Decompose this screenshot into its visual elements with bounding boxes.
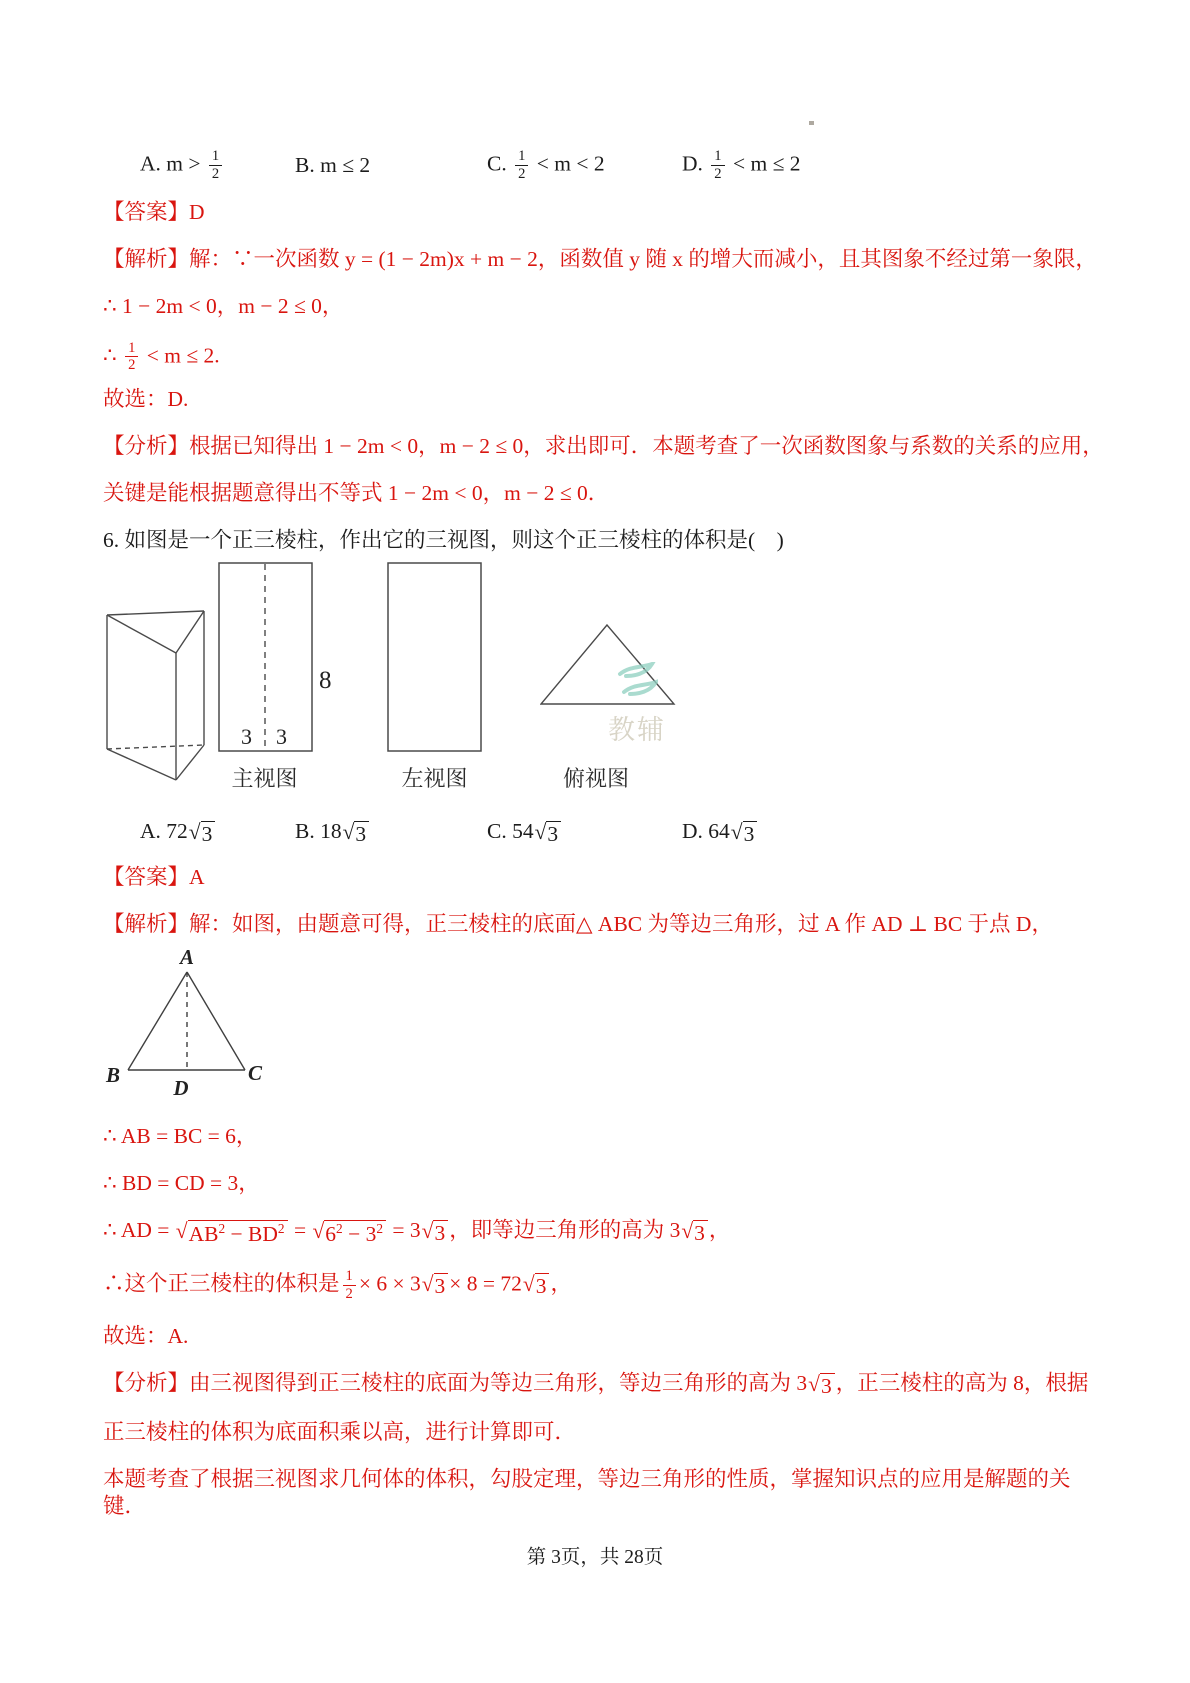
triangular-prism-drawing (103, 606, 208, 784)
q6-answer-label: 【答案】A (103, 865, 205, 890)
q6-option-c: C. 54 √ 3 (487, 819, 682, 848)
q6-option-a: A. 72 √ 3 (140, 819, 295, 848)
q5-option-c: C. $\frac{1}{2}$ < m < 2 (487, 148, 605, 182)
page-number-footer: 第 3页，共 28页 (526, 1547, 664, 1568)
q5-explanation-line2: ∴ 1 − 2m < 0，m − 2 ≤ 0， (103, 293, 344, 318)
q5-analysis-line1: 【分析】根据已知得出 1 − 2m < 0，m − 2 ≤ 0，求出即可．本题考查了一次函数图象与系数的关系的应用， (103, 434, 1104, 459)
left-view-drawing (387, 562, 482, 752)
q5-answer-label: 【答案】D (103, 199, 205, 224)
q6-option-b: B. 18 √ 3 (295, 819, 487, 848)
q6-step1: ∴ AB = BC = 6， (103, 1124, 258, 1149)
q5-option-d: D. $\frac{1}{2}$ < m ≤ 2 (682, 148, 801, 182)
q6-analysis-line1: 【分析】由三视图得到正三棱柱的底面为等边三角形，等边三角形的高为 3 √ 3 ，正三棱柱的高为 8，根据 (103, 1370, 1089, 1398)
vertex-label-a: A (179, 946, 195, 970)
triangle-abc-figure (95, 946, 1105, 1103)
q6-three-views-figure (103, 562, 1105, 793)
q6-step4: ∴这个正三棱柱的体积是 $\frac{1}{2}$ × 6 × 3 √ 3 × 8 = 72 √ 3 ， (103, 1268, 572, 1302)
watermark-logo-icon (616, 662, 658, 706)
height-dimension-label: 8 (319, 667, 332, 695)
front-view-caption: 主视图 (231, 766, 298, 792)
front-view-drawing (218, 562, 350, 752)
q5-explanation-line1: 【解析】解：∵一次函数 y = (1 − 2m)x + m − 2，函数值 y 随 x 的增大而减小，且其图象不经过第一象限， (103, 246, 1097, 271)
vertex-label-d: D (173, 1076, 189, 1099)
q6-option-d: D. 64 √ 3 (682, 819, 1105, 848)
front-view-figure (218, 562, 350, 793)
q5-explanation-line3: ∴ $\frac{1}{2}$ < m ≤ 2. (103, 339, 220, 374)
q6-explanation-intro: 【解析】解：如图，由题意可得，正三棱柱的底面△ ABC 为等边三角形，过 A 作 AD ⊥ BC 于点 D， (103, 912, 1053, 937)
q6-conclusion: 故选：A. (103, 1323, 189, 1348)
q6-options-row (103, 819, 1105, 848)
vertex-label-b: B (105, 1063, 121, 1088)
q5-analysis-line2: 关键是能根据题意得出不等式 1 − 2m < 0，m − 2 ≤ 0． (103, 481, 610, 506)
q6-step2: ∴ BD = CD = 3， (103, 1171, 260, 1196)
vertex-label-c: C (247, 1061, 263, 1086)
q5-options-row (103, 148, 1105, 183)
left-view-caption: 左视图 (401, 766, 468, 792)
q6-step3: ∴ AD = √ $AB^2 - BD^2$ = √ $6^2 - 3^2$ = 3 √ 3 ，即等边三角形的高为 3 √ 3 ， (103, 1218, 731, 1247)
top-view-caption: 俯视图 (562, 766, 629, 792)
triangle-abc-drawing (95, 946, 265, 1098)
prism-3d-figure (103, 606, 208, 789)
q5-option-a: A. m > $\frac{1}{2}$ (140, 148, 295, 183)
base-dimension-left: 3 (241, 724, 252, 750)
q6-analysis-line2: 正三棱柱的体积为底面积乘以高，进行计算即可． (103, 1420, 577, 1445)
q6-analysis-line3: 本题考查了根据三视图求几何体的体积，勾股定理，等边三角形的性质，掌握知识点的应用是解题的关键． (103, 1467, 1071, 1519)
base-dimension-right: 3 (276, 724, 287, 750)
watermark-text: 教辅 (608, 715, 666, 745)
q5-option-b: B. m ≤ 2 (295, 152, 371, 177)
q5-conclusion: 故选：D. (103, 387, 189, 412)
scan-speck-artifact (809, 121, 814, 125)
q6-stem: 6. 如图是一个正三棱柱，作出它的三视图，则这个正三棱柱的体积是( ) (103, 528, 784, 553)
left-view-figure (387, 562, 482, 793)
